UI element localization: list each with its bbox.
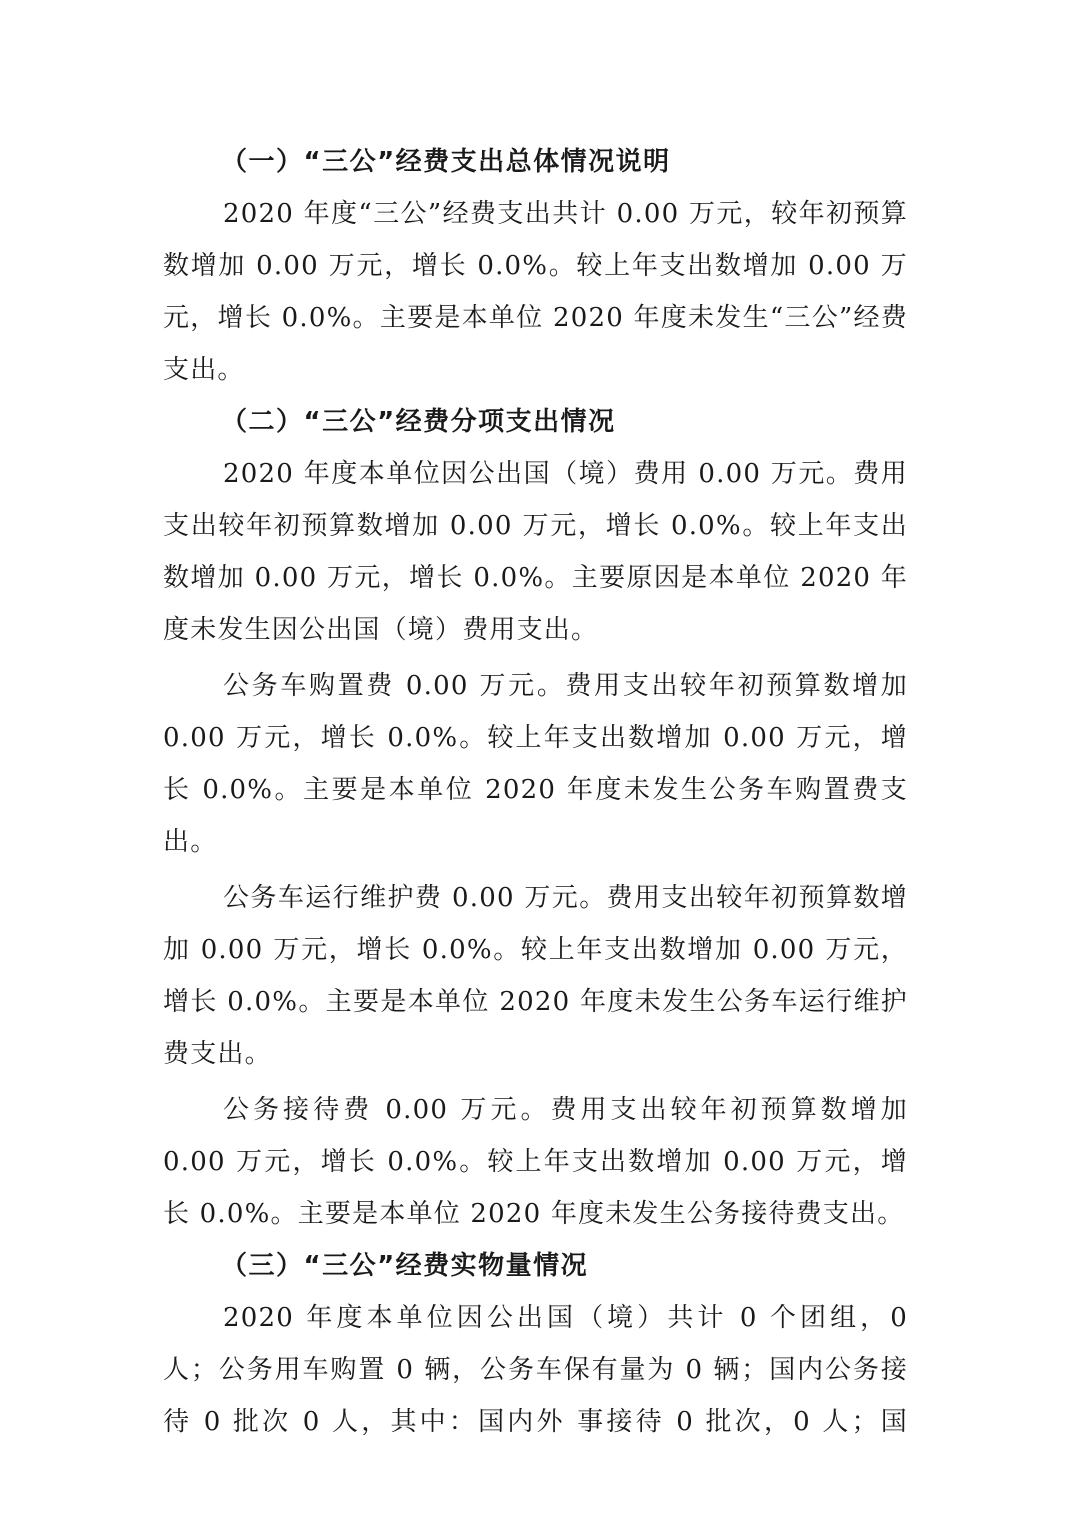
paragraph-physical-quantity: 2020 年度本单位因公出国（境）共计 0 个团组，0 人；公务用车购置 0 辆，公务车保有量为 0 辆；国内公务接待 0 批次 0 人，其中：国内外 事接待 0 批次，0 人；国 — [163, 1303, 908, 1437]
paragraph-overview: 2020 年度“三公”经费支出共计 0.00 万元，较年初预算数增加 0.00 万元，增长 0.0%。较上年支出数增加 0.00 万元，增长 0.0%。主要是本单位 2020 年度未发生“三公”经费支出。 — [163, 199, 908, 385]
section-heading-itemized: （二）“三公”经费分项支出情况 — [221, 407, 616, 437]
paragraph-overseas-travel: 2020 年度本单位因公出国（境）费用 0.00 万元。费用支出较年初预算数增加 0.00 万元，增长 0.0%。较上年支出数增加 0.00 万元，增长 0.0%。主要原因是本单位 2020 年度未发生因公出国（境）费用支出。 — [163, 459, 908, 645]
section-heading-physical-quantity: （三）“三公”经费实物量情况 — [221, 1251, 589, 1281]
section-heading-overview: （一）“三公”经费支出总体情况说明 — [221, 147, 671, 177]
paragraph-reception: 公务接待费 0.00 万元。费用支出较年初预算数增加 0.00 万元，增长 0.0%。较上年支出数增加 0.00 万元，增长 0.0%。主要是本单位 2020 年度未发生公务接待费支出。 — [163, 1095, 908, 1229]
paragraph-vehicle-purchase: 公务车购置费 0.00 万元。费用支出较年初预算数增加 0.00 万元，增长 0.0%。较上年支出数增加 0.00 万元，增长 0.0%。主要是本单位 2020 年度未发生公务车购置费支出。 — [163, 671, 908, 857]
paragraph-vehicle-maintenance: 公务车运行维护费 0.00 万元。费用支出较年初预算数增加 0.00 万元，增长 0.0%。较上年支出数增加 0.00 万元，增长 0.0%。主要是本单位 2020 年度未发生公务车运行维护费支出。 — [163, 883, 908, 1069]
document-body — [163, 136, 908, 1448]
